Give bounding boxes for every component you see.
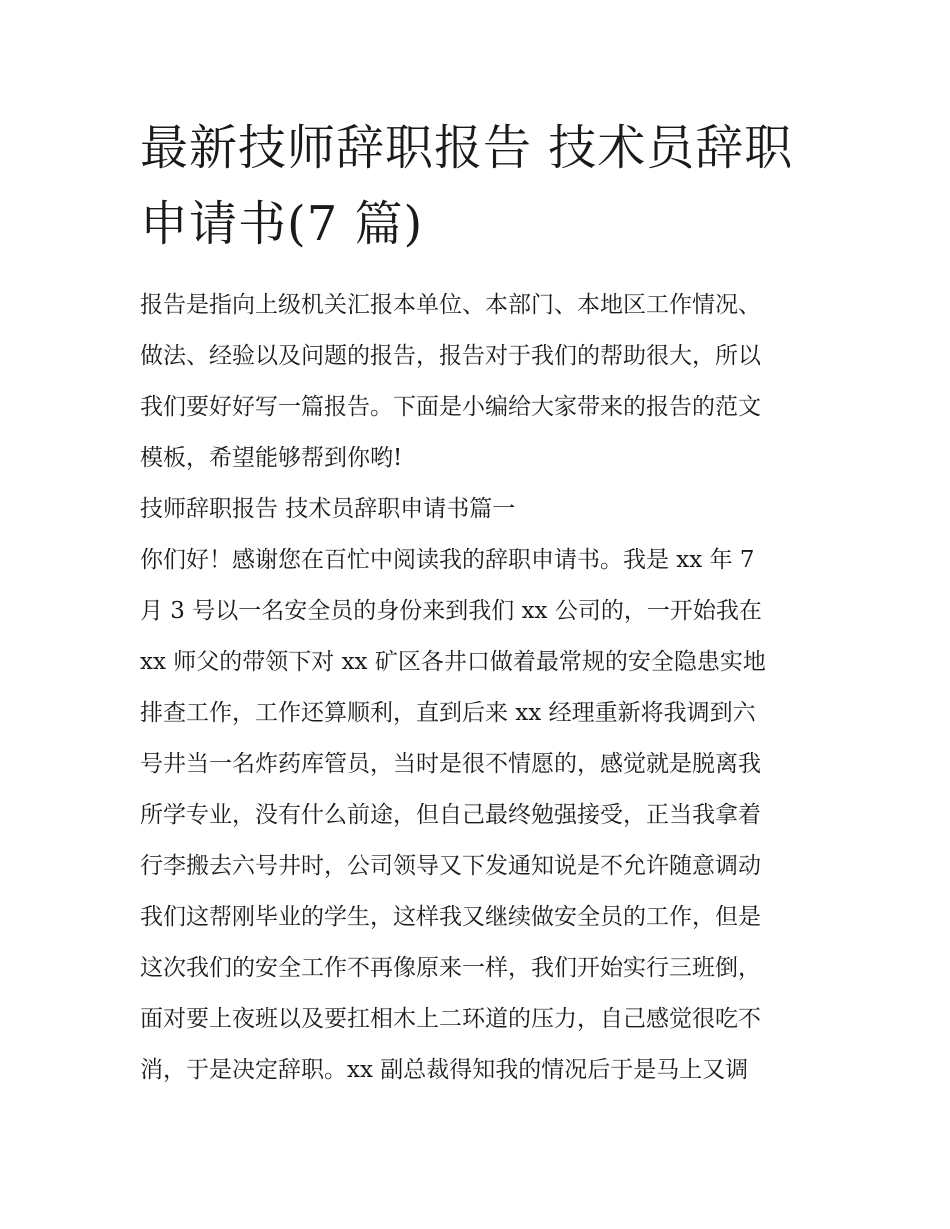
letter-line: 所学专业，没有什么前途，但自己最终勉强接受，正当我拿着 — [140, 802, 761, 828]
letter-line: 你们好！感谢您在百忙中阅读我的辞职申请书。我是 xx 年 7 — [140, 547, 755, 573]
title-line: 申请书(7 篇) — [140, 196, 424, 252]
title-line: 最新技师辞职报告 技术员辞职 — [140, 120, 794, 176]
intro-line: 我们要好好写一篇报告。下面是小编给大家带来的报告的范文 — [140, 394, 761, 420]
letter-line: 我们这帮刚毕业的学生，这样我又继续做安全员的工作，但是 — [140, 904, 761, 930]
document-body — [140, 280, 820, 1096]
document-page — [140, 110, 820, 1096]
intro-line: 模板，希望能够帮到你哟! — [140, 445, 403, 471]
letter-line: 排查工作，工作还算顺利，直到后来 xx 经理重新将我调到六 — [140, 700, 756, 726]
section-heading: 技师辞职报告 技术员辞职申请书篇一 — [140, 496, 516, 522]
letter-line: 面对要上夜班以及要扛相木上二环道的压力，自己感觉很吃不 — [140, 1006, 761, 1032]
letter-line: 行李搬去六号井时，公司领导又下发通知说是不允许随意调动 — [140, 853, 761, 879]
letter-line: xx 师父的带领下对 xx 矿区各井口做着最常规的安全隐患实地 — [140, 649, 766, 675]
letter-line: 号井当一名炸药库管员，当时是很不情愿的，感觉就是脱离我 — [140, 751, 761, 777]
letter-paragraph — [140, 535, 820, 1096]
intro-line: 报告是指向上级机关汇报本单位、本部门、本地区工作情况、 — [140, 292, 761, 318]
intro-paragraph — [140, 280, 820, 484]
document-title — [140, 110, 820, 262]
letter-line: 消，于是决定辞职。xx 副总裁得知我的情况后于是马上又调 — [140, 1057, 749, 1083]
letter-line: 这次我们的安全工作不再像原来一样，我们开始实行三班倒， — [140, 955, 761, 981]
letter-line: 月 3 号以一名安全员的身份来到我们 xx 公司的，一开始我在 — [140, 598, 762, 624]
intro-line: 做法、经验以及问题的报告，报告对于我们的帮助很大，所以 — [140, 343, 761, 369]
